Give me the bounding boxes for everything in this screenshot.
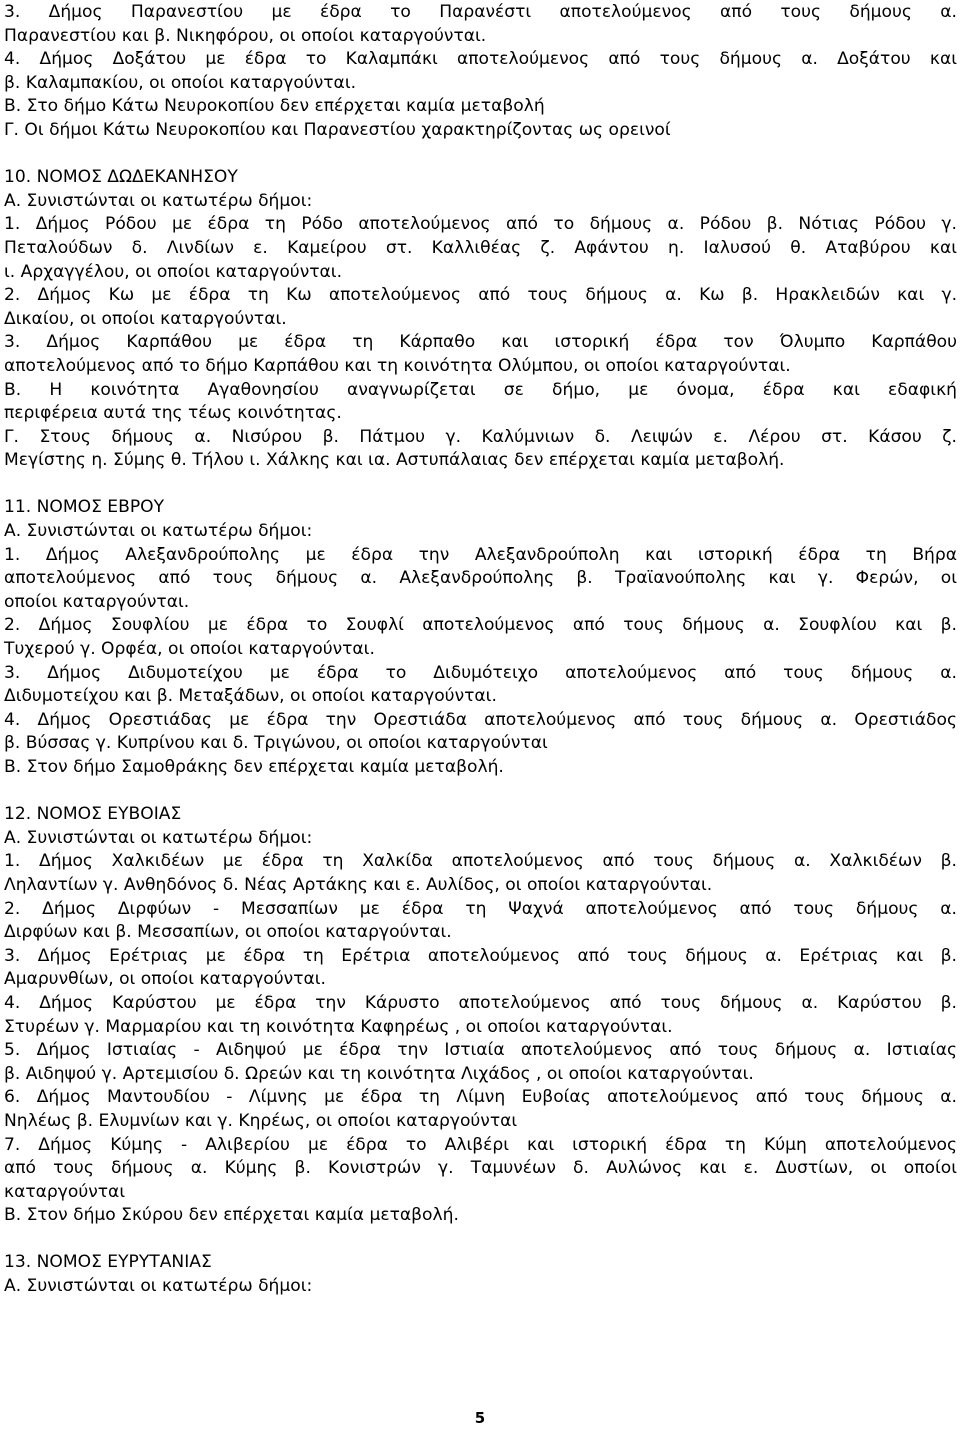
text-line: 4. Δήμος Ορεστιάδας με έδρα την Ορεστιάδα αποτελούμενος από τους δήμους α. Ορεστιάδος — [4, 709, 957, 730]
text-line: Β. Στον δήμο Σκύρου δεν επέρχεται καμία μεταβολή. — [4, 1205, 459, 1226]
text-line: 3. Δήμος Καρπάθου με έδρα τη Κάρπαθο και ιστορική έδρα τον Όλυμπο Καρπάθου — [4, 332, 957, 353]
text-line: β. Καλαμπακίου, οι οποίοι καταργούνται. — [4, 72, 357, 93]
text-line: Στυρέων γ. Μαρμαρίου και τη κοινότητα Καφηρέως , οι οποίοι καταργούνται. — [4, 1016, 673, 1037]
text-line: 3. Δήμος Παρανεστίου με έδρα το Παρανέστι αποτελούμενος από τους δήμους α. — [4, 2, 957, 22]
text-line: Νηλέως β. Ελυμνίων και γ. Κηρέως, οι οποίοι καταργούνται — [4, 1110, 518, 1131]
text-line: 2. Δήμος Διρφύων - Μεσσαπίων με έδρα τη Ψαχνά αποτελούμενος από τους δήμους α. — [4, 898, 957, 919]
text-line: Γ. Οι δήμοι Κάτω Νευροκοπίου και Παρανεστίου χαρακτηρίζοντας ως ορεινοί — [4, 119, 671, 140]
text-line: Διδυμοτείχου και β. Μεταξάδων, οι οποίοι καταργούνται. — [4, 686, 497, 707]
text-line: Δικαίου, οι οποίοι καταργούνται. — [4, 308, 287, 329]
text-line: αποτελούμενος από τους δήμους α. Αλεξανδρούπολης β. Τραϊανούπολης και γ. Φερών, οι — [4, 568, 957, 589]
text-line: Τυχερού γ. Ορφέα, οι οποίοι καταργούνται. — [4, 639, 375, 660]
text-line: Β. Στο δήμο Κάτω Νευροκοπίου δεν επέρχεται καμία μεταβολή — [4, 96, 545, 117]
section-heading: 11. ΝΟΜΟΣ ΕΒΡΟΥ — [4, 497, 165, 518]
text-line: 5. Δήμος Ιστιαίας - Αιδηψού με έδρα την Ιστιαία αποτελούμενος από τους δήμους α. Ιστιαίας — [4, 1040, 957, 1061]
text-line: καταργούνται — [4, 1181, 126, 1202]
text-line: Μεγίστης η. Σύμης θ. Τήλου ι. Χάλκης και ια. Αστυπάλαιας δεν επέρχεται καμία μεταβολή. — [4, 450, 785, 471]
section-heading: 13. ΝΟΜΟΣ ΕΥΡΥΤΑΝΙΑΣ — [4, 1252, 212, 1273]
section-heading: 12. ΝΟΜΟΣ ΕΥΒΟΙΑΣ — [4, 804, 182, 825]
text-line: Γ. Στους δήμους α. Νισύρου β. Πάτμου γ. Καλύμνιων δ. Λειψών ε. Λέρου στ. Κάσου ζ. — [4, 426, 957, 447]
text-line: Α. Συνιστώνται οι κατωτέρω δήμοι: — [4, 827, 313, 848]
text-line: αποτελούμενος από το δήμο Καρπάθου και τη κοινότητα Ολύμπου, οι οποίοι καταργούνται. — [4, 355, 791, 376]
text-line: β. Βύσσας γ. Κυπρίνου και δ. Τριγώνου, οι οποίοι καταργούνται — [4, 733, 548, 754]
text-line: περιφέρεια αυτά της τέως κοινότητας. — [4, 403, 342, 424]
text-line: Α. Συνιστώνται οι κατωτέρω δήμοι: — [4, 1276, 313, 1297]
text-line: Πεταλούδων δ. Λινδίων ε. Καμείρου στ. Καλλιθέας ζ. Αφάντου η. Ιαλυσού θ. Αταβύρου και — [4, 237, 957, 258]
text-line: 1. Δήμος Ρόδου με έδρα τη Ρόδο αποτελούμενος από το δήμους α. Ρόδου β. Νότιας Ρόδου γ. — [4, 214, 957, 235]
text-line: Α. Συνιστώνται οι κατωτέρω δήμοι: — [4, 190, 313, 211]
paragraph-gap — [4, 1228, 957, 1252]
section-heading: 10. ΝΟΜΟΣ ΔΩΔΕΚΑΝΗΣΟΥ — [4, 167, 238, 188]
text-line: Β. Στον δήμο Σαμοθράκης δεν επέρχεται καμία μεταβολή. — [4, 757, 504, 777]
page-number: 5 — [474, 1409, 486, 1427]
text-line: 3. Δήμος Διδυμοτείχου με έδρα το Διδυμότειχο αποτελούμενος από τους δήμους α. — [4, 662, 957, 683]
text-line: 4. Δήμος Δοξάτου με έδρα το Καλαμπάκι αποτελούμενος από τους δήμους α. Δοξάτου και — [4, 49, 957, 70]
text-line: Αμαρυνθίων, οι οποίοι καταργούνται. — [4, 969, 326, 990]
text-line: 1. Δήμος Αλεξανδρούπολης με έδρα την Αλεξανδρούπολη και ιστορική έδρα τη Βήρα — [4, 544, 957, 565]
text-line: Διρφύων και β. Μεσσαπίων, οι οποίοι καταργούνται. — [4, 922, 452, 943]
paragraph-gap — [4, 473, 957, 497]
text-line: Α. Συνιστώνται οι κατωτέρω δήμοι: — [4, 521, 313, 542]
text-line: Ληλαντίων γ. Ανθηδόνος δ. Νέας Αρτάκης και ε. Αυλίδος, οι οποίοι καταργούνται. — [4, 874, 713, 895]
text-line: 2. Δήμος Σουφλίου με έδρα το Σουφλί αποτελούμενος από τους δήμους α. Σουφλίου και β. — [4, 615, 957, 636]
text-line: από τους δήμους α. Κύμης β. Κονιστρών γ. Ταμυνέων δ. Αυλώνος και ε. Δυστίων, οι οποίοι — [4, 1158, 957, 1179]
text-line: β. Αιδηψού γ. Αρτεμισίου δ. Ωρεών και τη κοινότητα Λιχάδος , οι οποίοι καταργούνται. — [4, 1063, 754, 1084]
text-line: 1. Δήμος Χαλκιδέων με έδρα τη Χαλκίδα αποτελούμενος από τους δήμους α. Χαλκιδέων β. — [4, 851, 957, 872]
text-line: ι. Αρχαγγέλου, οι οποίοι καταργούνται. — [4, 261, 343, 282]
text-line: οποίοι καταργούνται. — [4, 591, 190, 612]
paragraph-gap — [4, 143, 957, 167]
text-line: 6. Δήμος Μαντουδίου - Λίμνης με έδρα τη Λίμνη Ευβοίας αποτελούμενος από τους δήμους α. — [4, 1087, 957, 1108]
text-line: Παρανεστίου και β. Νικηφόρου, οι οποίοι καταργούνται. — [4, 25, 487, 46]
text-line: 3. Δήμος Ερέτριας με έδρα τη Ερέτρια αποτελούμενος από τους δήμους α. Ερέτριας και β. — [4, 945, 957, 966]
document-body — [4, 1, 957, 1299]
text-line: Β. Η κοινότητα Αγαθονησίου αναγνωρίζεται σε δήμο, με όνομα, έδρα και εδαφική — [4, 379, 957, 400]
text-line: 7. Δήμος Κύμης - Αλιβερίου με έδρα το Αλιβέρι και ιστορική έδρα τη Κύμη αποτελούμενος — [4, 1134, 957, 1155]
paragraph-gap — [4, 780, 957, 804]
text-line: 2. Δήμος Κω με έδρα τη Κω αποτελούμενος από τους δήμους α. Κω β. Ηρακλειδών και γ. — [4, 285, 957, 306]
text-line: 4. Δήμος Καρύστου με έδρα την Κάρυστο αποτελούμενος από τους δήμους α. Καρύστου β. — [4, 992, 957, 1013]
